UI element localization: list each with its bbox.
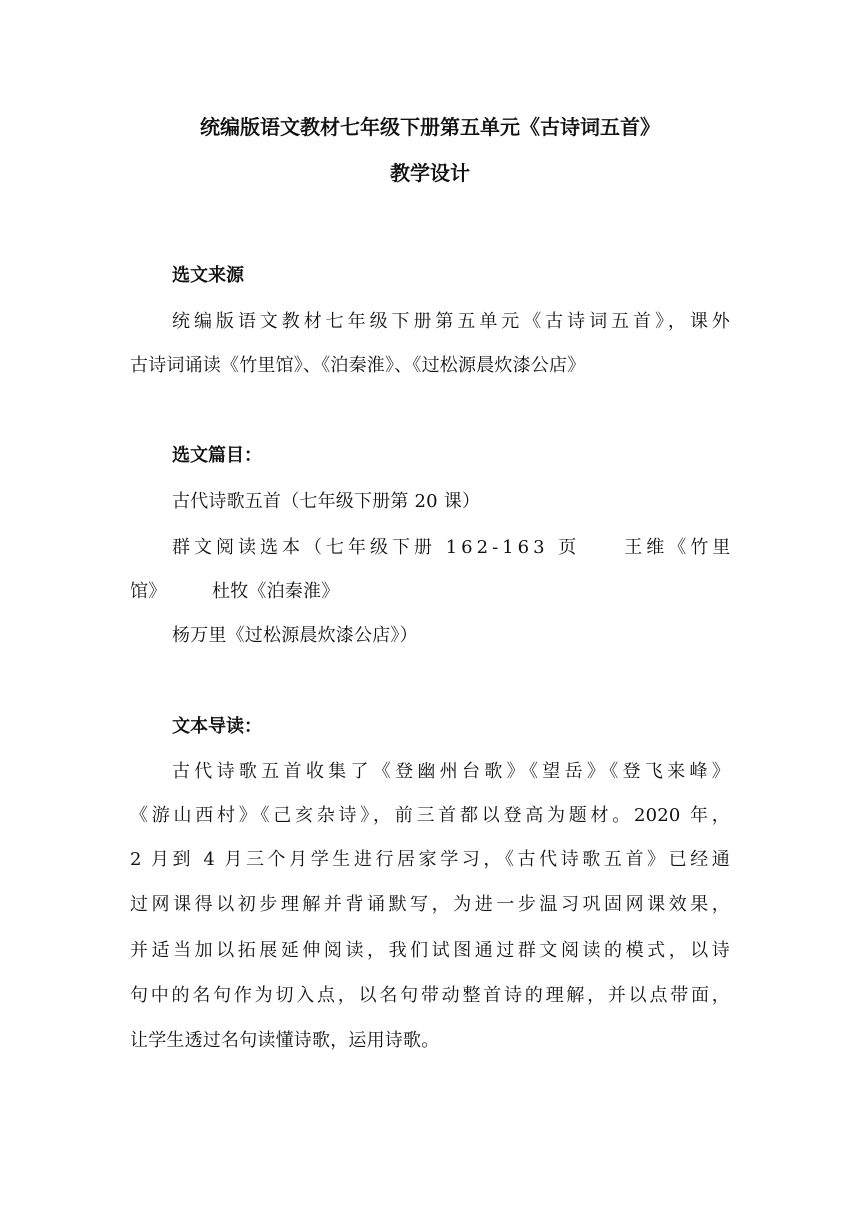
document-title-line-2: 教学设计: [390, 161, 470, 185]
section-heading-guide: 文本导读：: [172, 716, 262, 737]
guide-paragraph-line: 2 月到 4 月三个月学生进行居家学习，《古代诗歌五首》已经通: [130, 849, 730, 870]
guide-paragraph-line: 《游山西村》《己亥杂诗》，前三首都以登高为题材。2020 年，: [130, 805, 730, 826]
source-paragraph-line-1: 统编版语文教材七年级下册第五单元《古诗词五首》，课外: [172, 311, 730, 332]
selection-item-2-line-1: 群文阅读选本（七年级下册 162-163 页 王维《竹里: [172, 537, 735, 558]
source-paragraph-line-2: 古诗词诵读《竹里馆》、《泊秦淮》、《过松源晨炊漆公店》: [130, 355, 586, 376]
selection-item-2-line-2: 馆》 杜牧《泊秦淮》: [130, 581, 340, 602]
selection-item-3: 杨万里《过松源晨炊漆公店》）: [172, 625, 418, 646]
document-title-line-1: 统编版语文教材七年级下册第五单元《古诗词五首》: [200, 115, 660, 139]
selection-item-1: 古代诗歌五首（七年级下册第 20 课）: [172, 491, 481, 512]
guide-paragraph-line: 让学生透过名句读懂诗歌，运用诗歌。: [130, 1030, 440, 1051]
section-heading-selections: 选文篇目：: [172, 445, 262, 466]
guide-paragraph-line: 过网课得以初步理解并背诵默写，为进一步温习巩固网课效果，: [130, 894, 730, 915]
guide-paragraph-line: 并适当加以拓展延伸阅读，我们试图通过群文阅读的模式，以诗: [130, 940, 730, 961]
guide-paragraph-line: 句中的名句作为切入点，以名句带动整首诗的理解，并以点带面，: [130, 985, 730, 1006]
guide-paragraph-line: 古代诗歌五首收集了《登幽州台歌》《望岳》《登飞来峰》: [172, 761, 730, 782]
section-heading-source: 选文来源: [172, 265, 244, 286]
